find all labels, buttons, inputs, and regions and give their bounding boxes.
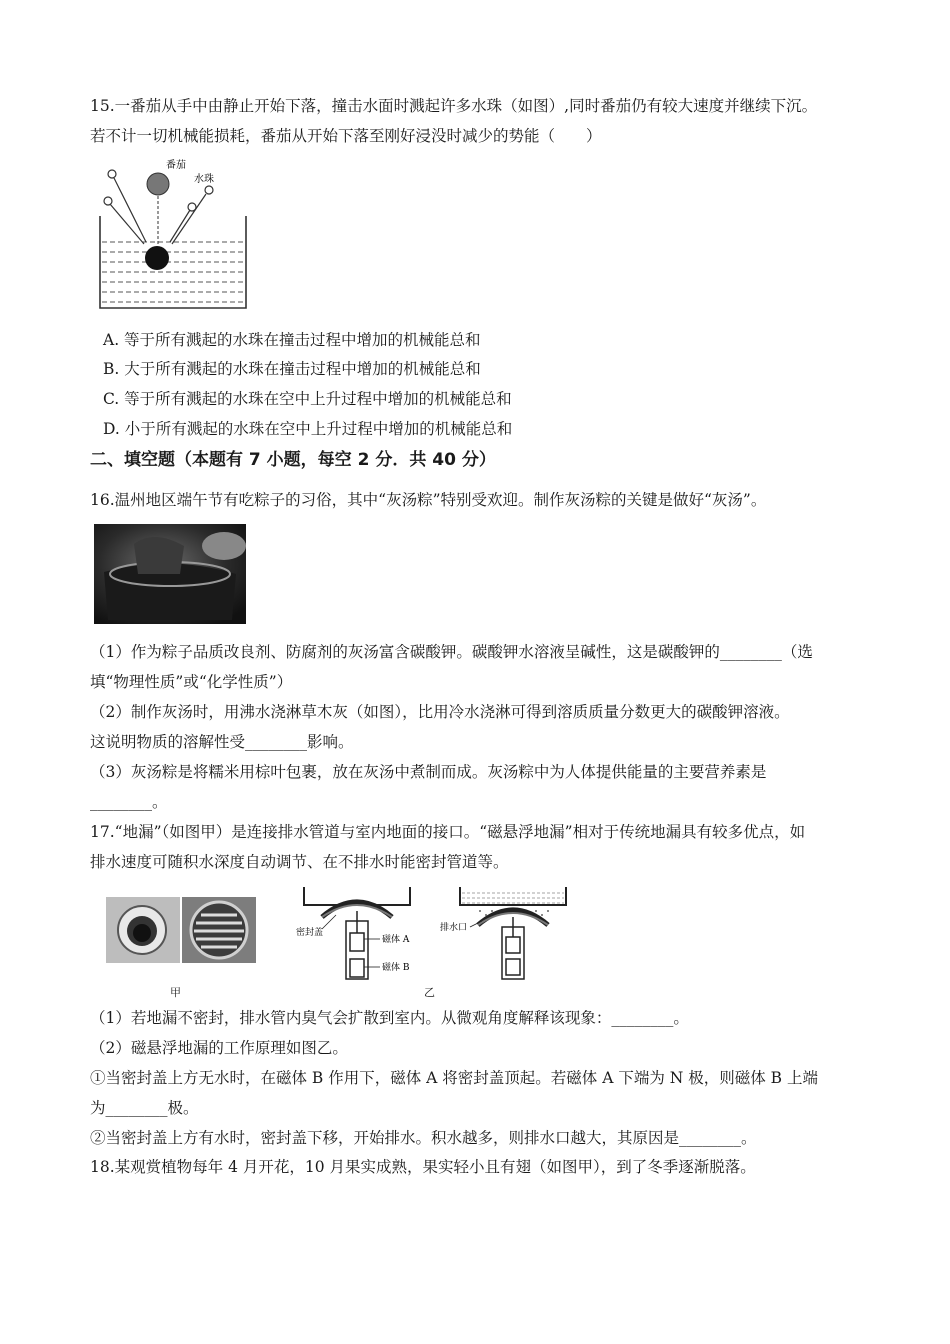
magnet-a-label: 磁体 A <box>382 935 410 945</box>
q15-stem-line2: 若不计一切机械能损耗，番茄从开始下落至刚好浸没时减少的势能（ ） <box>90 127 602 145</box>
maglev-drain-sealed-diagram <box>292 885 422 981</box>
tomato-label: 番茄 <box>166 160 186 171</box>
q17-part2-2: ②当密封盖上方有水时，密封盖下移，开始排水。积水越多，则排水口越大，其原因是________。 <box>90 1129 757 1147</box>
q15-option-c[interactable]: C. 等于所有溅起的水珠在空中上升过程中增加的机械能总和 <box>103 390 512 408</box>
q15-option-d[interactable]: D. 小于所有溅起的水珠在空中上升过程中增加的机械能总和 <box>103 420 513 438</box>
drain-outlet-label: 排水口 <box>440 923 468 933</box>
ash-soup-photo <box>94 524 246 624</box>
q15-option-b[interactable]: B. 大于所有溅起的水珠在撞击过程中增加的机械能总和 <box>103 360 481 378</box>
maglev-drain-draining-diagram <box>440 885 572 981</box>
q16-part2-line2: 这说明物质的溶解性受________影响。 <box>90 733 354 751</box>
floor-drain-photo <box>106 897 256 963</box>
q17-stem-line1: 17.“地漏”（如图甲）是连接排水管道与室内地面的接口。“磁悬浮地漏”相对于传统地漏具有较多优点，如 <box>90 823 806 841</box>
tomato-splash-figure <box>94 158 254 316</box>
figure-yi-caption: 乙 <box>424 986 435 999</box>
q16-stem: 16.温州地区端午节有吃粽子的习俗，其中“灰汤粽”特别受欢迎。制作灰汤粽的关键是做好“灰汤”。 <box>90 491 767 509</box>
q16-part1-line1: （1）作为粽子品质改良剂、防腐剂的灰汤富含碳酸钾。碳酸钾水溶液呈碱性，这是碳酸钾的________（选 <box>90 643 813 661</box>
q15-option-a[interactable]: A. 等于所有溅起的水珠在撞击过程中增加的机械能总和 <box>103 331 481 349</box>
q17-part2-1-line2: 为________极。 <box>90 1099 199 1117</box>
droplet-label: 水珠 <box>194 174 214 185</box>
q17-stem-line2: 排水速度可随积水深度自动调节、在不排水时能密封管道等。 <box>90 853 509 871</box>
q16-part3-line2: ________。 <box>90 793 168 811</box>
q17-part1: （1）若地漏不密封，排水管内臭气会扩散到室内。从微观角度解释该现象：________。 <box>90 1009 689 1027</box>
q18-stem: 18.某观赏植物每年 4 月开花，10 月果实成熟，果实轻小且有翅（如图甲），到了冬季逐渐脱落。 <box>90 1158 756 1176</box>
q16-part3-line1: （3）灰汤粽是将糯米用棕叶包裹，放在灰汤中煮制而成。灰汤粽中为人体提供能量的主要营养素是 <box>90 763 767 781</box>
seal-cover-label: 密封盖 <box>296 928 324 938</box>
magnet-b-label: 磁体 B <box>382 963 410 973</box>
q16-part1-line2: 填“物理性质”或“化学性质”） <box>90 673 293 691</box>
q17-part2: （2）磁悬浮地漏的工作原理如图乙。 <box>90 1039 348 1057</box>
q17-part2-1-line1: ①当密封盖上方无水时，在磁体 B 作用下，磁体 A 将密封盖顶起。若磁体 A 下端为 N 极，则磁体 B 上端 <box>90 1069 819 1087</box>
q16-part2-line1: （2）制作灰汤时，用沸水浇淋草木灰（如图），比用冷水浇淋可得到溶质质量分数更大的碳酸钾溶液。 <box>90 703 790 721</box>
figure-jia-caption: 甲 <box>170 986 181 999</box>
q15-stem-line1: 15.一番茄从手中由静止开始下落，撞击水面时溅起许多水珠（如图）,同时番茄仍有较大速度并继续下沉。 <box>90 97 818 115</box>
section-heading: 二、填空题（本题有 7 小题，每空 2 分．共 40 分） <box>90 450 496 470</box>
